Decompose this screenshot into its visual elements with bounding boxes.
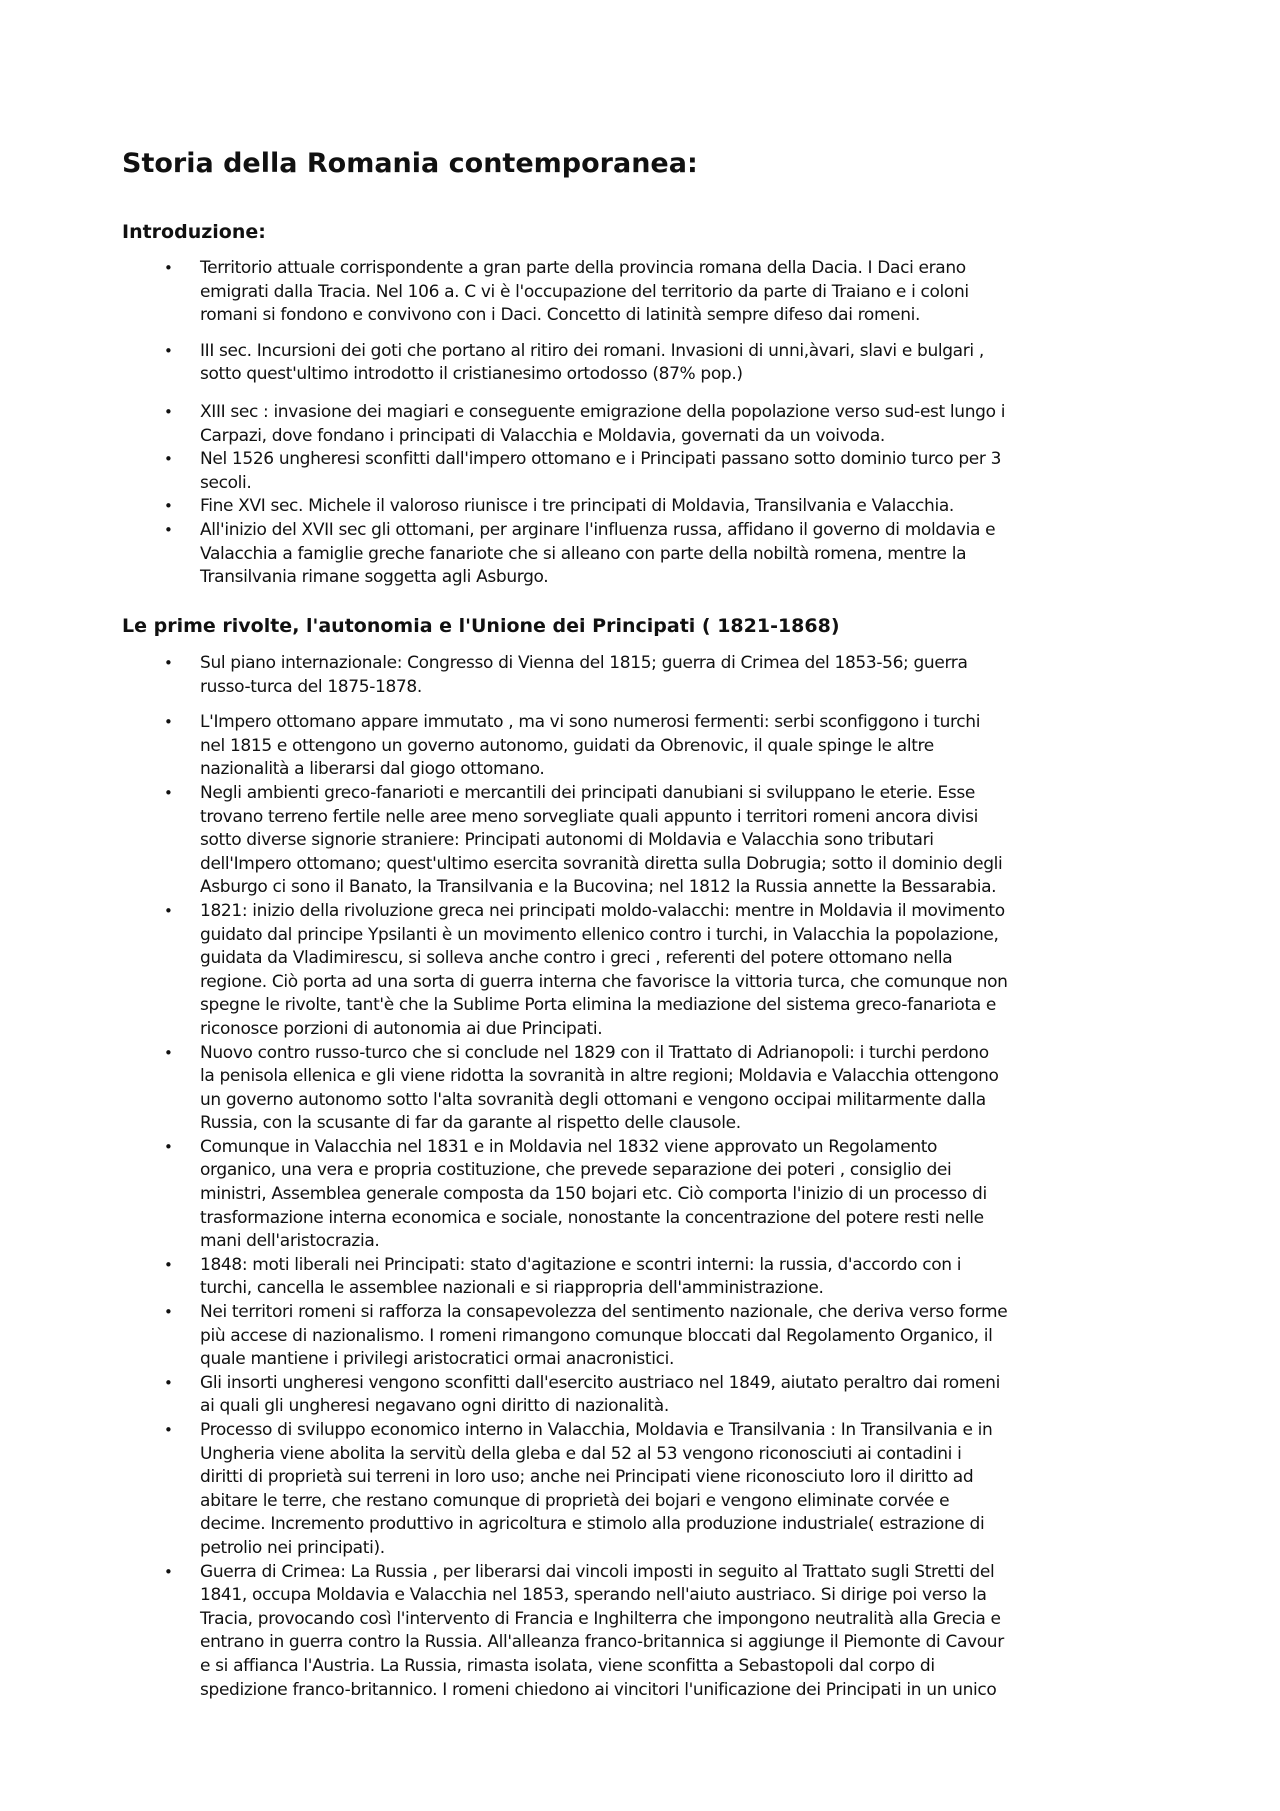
text-line: Tracia, provocando così l'intervento di Francia e Inghilterra che impongono neutralità alla Grecia e <box>200 1608 1001 1629</box>
bullet-icon: • <box>164 450 173 469</box>
bullet-icon: • <box>164 1043 173 1062</box>
text-line: sotto diverse signorie straniere: Principati autonomi di Moldavia e Valacchia sono tributari <box>200 830 934 851</box>
bullet-icon: • <box>164 259 173 277</box>
bullet-list-prime-rivolte <box>0 652 1280 1702</box>
text-line: Comunque in Valacchia nel 1831 e in Moldavia nel 1832 viene approvato un Regolamento <box>200 1136 938 1157</box>
list-item <box>0 1136 1280 1254</box>
text-line: 1841, occupa Moldavia e Valacchia nel 1853, sperando nell'aiuto austriaco. Si dirige poi verso la <box>200 1585 987 1606</box>
list-item <box>0 1372 1280 1419</box>
text-line: quale mantiene i privilegi aristocratici ormai anacronistici. <box>200 1349 675 1370</box>
text-line: Negli ambienti greco-fanarioti e mercantili dei principati danubiani si sviluppano le eterie. Esse <box>200 782 975 803</box>
text-line: spedizione franco-britannico. I romeni chiedono ai vincitori l'unificazione dei Principati in un unico <box>200 1679 997 1700</box>
list-item <box>0 1561 1280 1703</box>
list-item <box>0 1254 1280 1301</box>
text-line: nel 1815 e ottengono un governo autonomo, guidati da Obrenovic, il quale spinge le altre <box>200 735 934 756</box>
text-line: 1848: moti liberali nei Principati: stato d'agitazione e scontri interni: la russia, d'accordo con i <box>200 1254 962 1275</box>
text-line: diritti di proprietà sui terreni in loro uso; anche nei Principati viene riconosciuto loro il diritto ad <box>200 1467 974 1488</box>
text-line: Gli insorti ungheresi vengono sconfitti dall'esercito austriaco nel 1849, aiutato peraltro dai romeni <box>200 1372 1000 1393</box>
text-line: Sul piano internazionale: Congresso di Vienna del 1815; guerra di Crimea del 1853-56; guerra <box>200 653 968 673</box>
text-line: mani dell'aristocrazia. <box>200 1231 380 1252</box>
list-item <box>0 448 1280 495</box>
bullet-icon: • <box>164 901 173 920</box>
text-line: un governo autonomo sotto l'alta sovranità degli ottomani e vengono occipai militarmente dalla <box>200 1089 986 1110</box>
text-line: Asburgo ci sono il Banato, la Transilvania e la Bucovina; nel 1812 la Russia annette la Bessarabia. <box>200 877 997 898</box>
bullet-icon: • <box>164 341 173 360</box>
text-line: la penisola ellenica e gli viene ridotta la sovranità in altre regioni; Moldavia e Valacchia ottengono <box>200 1066 999 1087</box>
document-title: Storia della Romania contemporanea: <box>122 148 698 179</box>
bullet-icon: • <box>164 520 173 539</box>
text-line: emigrati dalla Tracia. Nel 106 a. C vi è l'occupazione del territorio da parte di Traiano e i coloni <box>200 281 969 302</box>
bullet-icon: • <box>164 713 173 732</box>
text-line: Nuovo contro russo-turco che si conclude nel 1829 con il Trattato di Adrianopoli: i turchi perdono <box>200 1042 989 1063</box>
text-line: Carpazi, dove fondano i principati di Valacchia e Moldavia, governati da un voivoda. <box>200 425 885 446</box>
bullet-icon: • <box>164 783 173 802</box>
list-item <box>0 782 1280 900</box>
text-line: Nei territori romeni si rafforza la consapevolezza del sentimento nazionale, che deriva verso forme <box>200 1302 1008 1323</box>
text-line: III sec. Incursioni dei goti che portano al ritiro dei romani. Invasioni di unni,àvari, slavi e bulgari , <box>200 340 984 361</box>
text-line: sotto quest'ultimo introdotto il cristianesimo ortodosso (87% pop.) <box>200 364 743 385</box>
text-line: trasformazione interna economica e sociale, nonostante la concentrazione del potere resti nelle <box>200 1207 984 1228</box>
text-line: L'Impero ottomano appare immutato , ma vi sono numerosi fermenti: serbi sconfiggono i turchi <box>200 712 981 733</box>
list-item <box>0 401 1280 448</box>
list-item <box>0 519 1280 590</box>
bullet-list-introduzione <box>0 257 1280 590</box>
list-item <box>0 1042 1280 1136</box>
list-item <box>0 1419 1280 1561</box>
bullet-icon: • <box>164 1255 173 1274</box>
list-item <box>0 711 1280 782</box>
text-line: russo-turca del 1875-1878. <box>200 676 422 697</box>
list-item <box>0 257 1280 328</box>
text-line: ai quali gli ungheresi negavano ogni diritto di nazionalità. <box>200 1396 669 1417</box>
text-line: 1821: inizio della rivoluzione greca nei principati moldo-valacchi: mentre in Moldavia il movimento <box>200 900 1005 921</box>
bullet-icon: • <box>164 1137 173 1156</box>
bullet-icon: • <box>164 654 173 672</box>
section-heading-prime-rivolte: Le prime rivolte, l'autonomia e l'Unione dei Principati ( 1821-1868) <box>122 615 840 637</box>
text-line: Processo di sviluppo economico interno in Valacchia, Moldavia e Transilvania : In Transilvania e in <box>200 1420 993 1440</box>
bullet-icon: • <box>164 402 173 421</box>
text-line: All'inizio del XVII sec gli ottomani, per arginare l'influenza russa, affidano il governo di moldavia e <box>200 519 996 540</box>
text-line: XIII sec : invasione dei magiari e conseguente emigrazione della popolazione verso sud-est lungo i <box>200 401 1006 422</box>
bullet-icon: • <box>164 1421 173 1439</box>
bullet-icon: • <box>164 1562 173 1581</box>
text-line: Nel 1526 ungheresi sconfitti dall'impero ottomano e i Principati passano sotto dominio turco per 3 <box>200 449 1002 470</box>
text-line: dell'Impero ottomano; quest'ultimo esercita sovranità diretta sulla Dobrugia; sotto il dominio degli <box>200 853 1003 874</box>
text-line: petrolio nei principati). <box>200 1537 385 1558</box>
text-line: Ungheria viene abolita la servitù della gleba e dal 52 al 53 vengono riconosciuti ai contadini i <box>200 1443 962 1464</box>
text-line: Territorio attuale corrispondente a gran parte della provincia romana della Dacia. I Daci erano <box>200 258 966 278</box>
text-line: entrano in guerra contro la Russia. All'alleanza franco-britannica si aggiunge il Piemonte di Cavour <box>200 1632 1004 1653</box>
list-item <box>0 495 1280 519</box>
text-line: nazionalità a liberarsi dal giogo ottomano. <box>200 759 545 780</box>
text-line: trovano terreno fertile nelle aree meno sorvegliate quali appunto i territori romeni ancora divisi <box>200 806 979 827</box>
list-item <box>0 1301 1280 1372</box>
text-line: abitare le terre, che restano comunque di proprietà dei bojari e vengono eliminate corvée e <box>200 1490 950 1511</box>
text-line: riconosce porzioni di autonomia ai due Principati. <box>200 1018 603 1039</box>
text-line: romani si fondono e convivono con i Daci. Concetto di latinità sempre difeso dai romeni. <box>200 305 921 326</box>
text-line: Valacchia a famiglie greche fanariote che si alleano con parte della nobiltà romena, mentre la <box>200 543 967 564</box>
text-line: ministri, Assemblea generale composta da 150 bojari etc. Ciò comporta l'inizio di un processo di <box>200 1184 987 1205</box>
text-line: Guerra di Crimea: La Russia , per liberarsi dai vincoli imposti in seguito al Trattato sugli Stretti del <box>200 1561 995 1582</box>
text-line: e si affianca l'Austria. La Russia, rimasta isolata, viene sconfitta a Sebastopoli dal corpo di <box>200 1655 935 1676</box>
text-line: decime. Incremento produttivo in agricoltura e stimolo alla produzione industriale( estrazione di <box>200 1514 985 1535</box>
bullet-icon: • <box>164 1303 173 1322</box>
text-line: Fine XVI sec. Michele il valoroso riunisce i tre principati di Moldavia, Transilvania e Valacchia. <box>200 496 954 517</box>
text-line: guidato dal principe Ypsilanti è un movimento ellenico contro i turchi, in Valacchia la popolazione, <box>200 924 999 945</box>
text-line: organico, una vera e propria costituzione, che prevede separazione dei poteri , consiglio dei <box>200 1160 952 1181</box>
bullet-icon: • <box>164 497 173 516</box>
text-line: regione. Ciò porta ad una sorta di guerra interna che favorisce la vittoria turca, che comunque non <box>200 971 1008 992</box>
section-heading-introduzione: Introduzione: <box>122 221 266 243</box>
text-line: Russia, con la scusante di far da garante al rispetto delle clausole. <box>200 1113 741 1134</box>
bullet-icon: • <box>164 1373 173 1392</box>
text-line: spegne le rivolte, tant'è che la Sublime Porta elimina la mediazione del sistema greco-fanariota e <box>200 995 996 1016</box>
list-item <box>0 340 1280 387</box>
text-line: guidata da Vladimirescu, si solleva anche contro i greci , referenti del potere ottomano nella <box>200 948 953 969</box>
text-line: turchi, cancella le assemblee nazionali e si riappropria dell'amministrazione. <box>200 1278 824 1299</box>
text-line: Transilvania rimane soggetta agli Asburgo. <box>200 567 549 588</box>
text-line: secoli. <box>200 472 252 493</box>
list-item <box>0 900 1280 1042</box>
list-item <box>0 652 1280 699</box>
text-line: più accese di nazionalismo. I romeni rimangono comunque bloccati dal Regolamento Organico, il <box>200 1325 993 1346</box>
